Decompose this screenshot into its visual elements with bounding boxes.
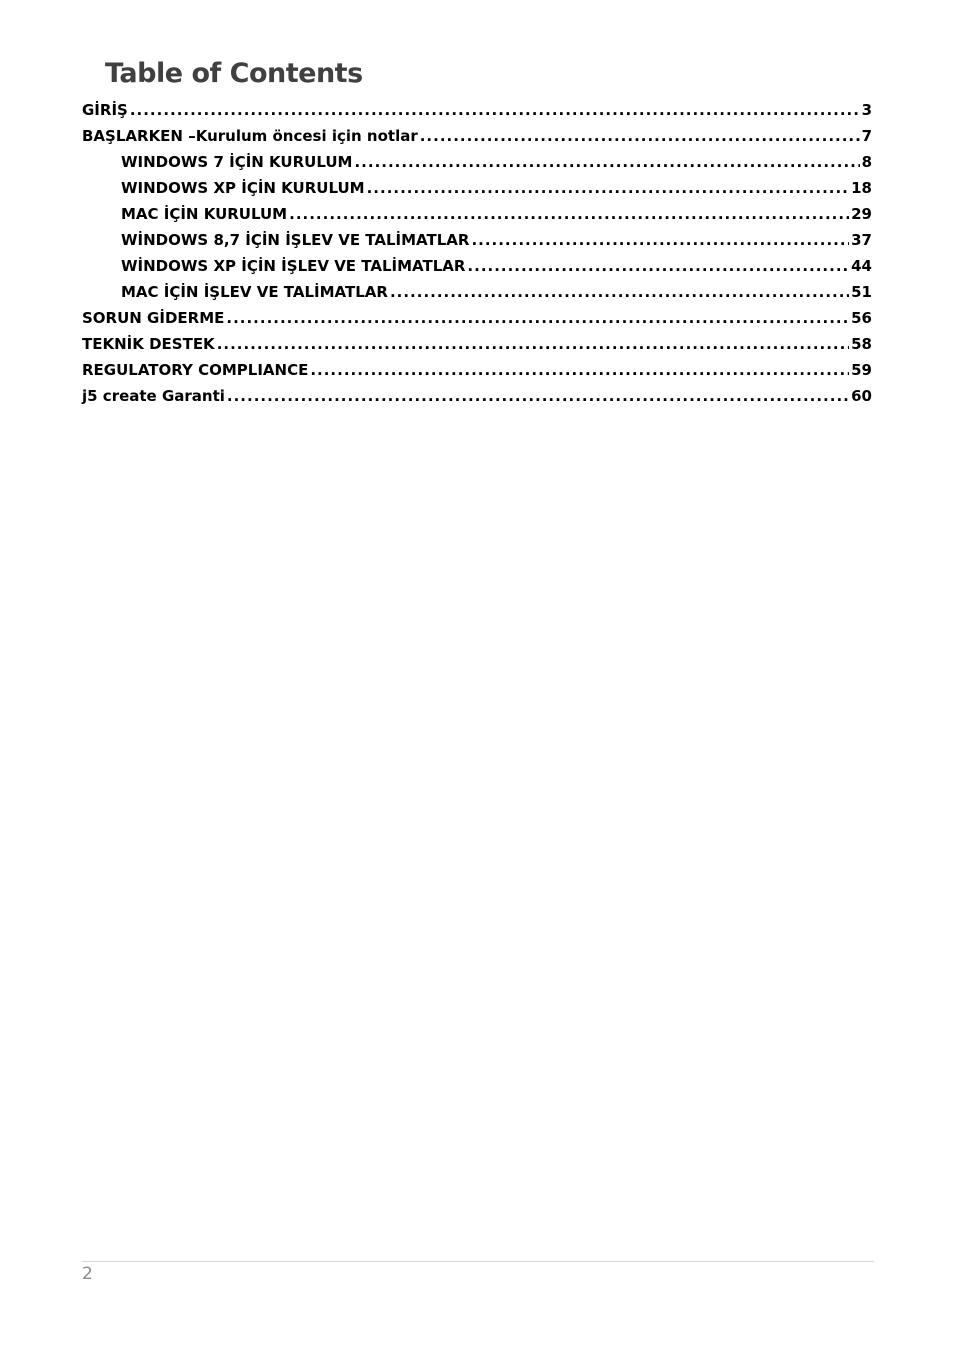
dot-leader <box>367 175 850 201</box>
dot-leader <box>289 201 849 227</box>
toc-entry-sorun-giderme[interactable] <box>82 305 872 331</box>
toc-entry-page: 44 <box>851 257 872 275</box>
toc-entry-garanti[interactable] <box>82 383 872 409</box>
page-title: Table of Contents <box>105 58 363 89</box>
table-of-contents <box>82 97 872 409</box>
dot-leader <box>420 123 860 149</box>
toc-entry-page: 51 <box>851 283 872 301</box>
toc-entry-page: 29 <box>851 205 872 223</box>
toc-entry-page: 3 <box>861 101 872 119</box>
toc-entry-page: 7 <box>861 127 872 145</box>
toc-entry-label: MAC İÇİN İŞLEV VE TALİMATLAR <box>121 283 388 301</box>
toc-entry-windowsxp-kurulum[interactable] <box>82 175 872 201</box>
dot-leader <box>390 279 849 305</box>
toc-entry-windows7-kurulum[interactable] <box>82 149 872 175</box>
toc-entry-label: WİNDOWS 8,7 İÇİN İŞLEV VE TALİMATLAR <box>121 231 470 249</box>
toc-entry-label: WINDOWS XP İÇİN KURULUM <box>121 179 365 197</box>
toc-entry-label: WINDOWS 7 İÇİN KURULUM <box>121 153 353 171</box>
toc-entry-label: TEKNİK DESTEK <box>82 335 215 353</box>
toc-entry-label: BAŞLARKEN –Kurulum öncesi için notlar <box>82 127 418 145</box>
toc-entry-label: MAC İÇİN KURULUM <box>121 205 288 223</box>
toc-entry-teknik-destek[interactable] <box>82 331 872 357</box>
toc-entry-label: SORUN GİDERME <box>82 309 225 327</box>
toc-entry-label: j5 create Garanti <box>82 387 225 405</box>
toc-entry-regulatory-compliance[interactable] <box>82 357 872 383</box>
dot-leader <box>467 253 849 279</box>
dot-leader <box>471 227 849 253</box>
toc-entry-page: 60 <box>851 387 872 405</box>
toc-entry-label: WİNDOWS XP İÇİN İŞLEV VE TALİMATLAR <box>121 257 466 275</box>
toc-entry-page: 8 <box>861 153 872 171</box>
toc-entry-page: 18 <box>851 179 872 197</box>
toc-entry-windows87-islev[interactable] <box>82 227 872 253</box>
dot-leader <box>310 357 849 383</box>
footer-divider <box>82 1261 874 1262</box>
toc-entry-mac-kurulum[interactable] <box>82 201 872 227</box>
dot-leader <box>227 383 849 409</box>
toc-entry-page: 37 <box>851 231 872 249</box>
page-number: 2 <box>82 1264 93 1284</box>
toc-entry-windowsxp-islev[interactable] <box>82 253 872 279</box>
toc-entry-label: GİRİŞ <box>82 101 128 119</box>
dot-leader <box>217 331 849 357</box>
dot-leader <box>354 149 859 175</box>
toc-entry-label: REGULATORY COMPLIANCE <box>82 361 309 379</box>
toc-entry-page: 59 <box>851 361 872 379</box>
dot-leader <box>130 97 860 123</box>
toc-entry-mac-islev[interactable] <box>82 279 872 305</box>
toc-entry-page: 56 <box>851 309 872 327</box>
toc-entry-baslarken[interactable] <box>82 123 872 149</box>
toc-entry-page: 58 <box>851 335 872 353</box>
dot-leader <box>226 305 849 331</box>
toc-entry-giris[interactable] <box>82 97 872 123</box>
